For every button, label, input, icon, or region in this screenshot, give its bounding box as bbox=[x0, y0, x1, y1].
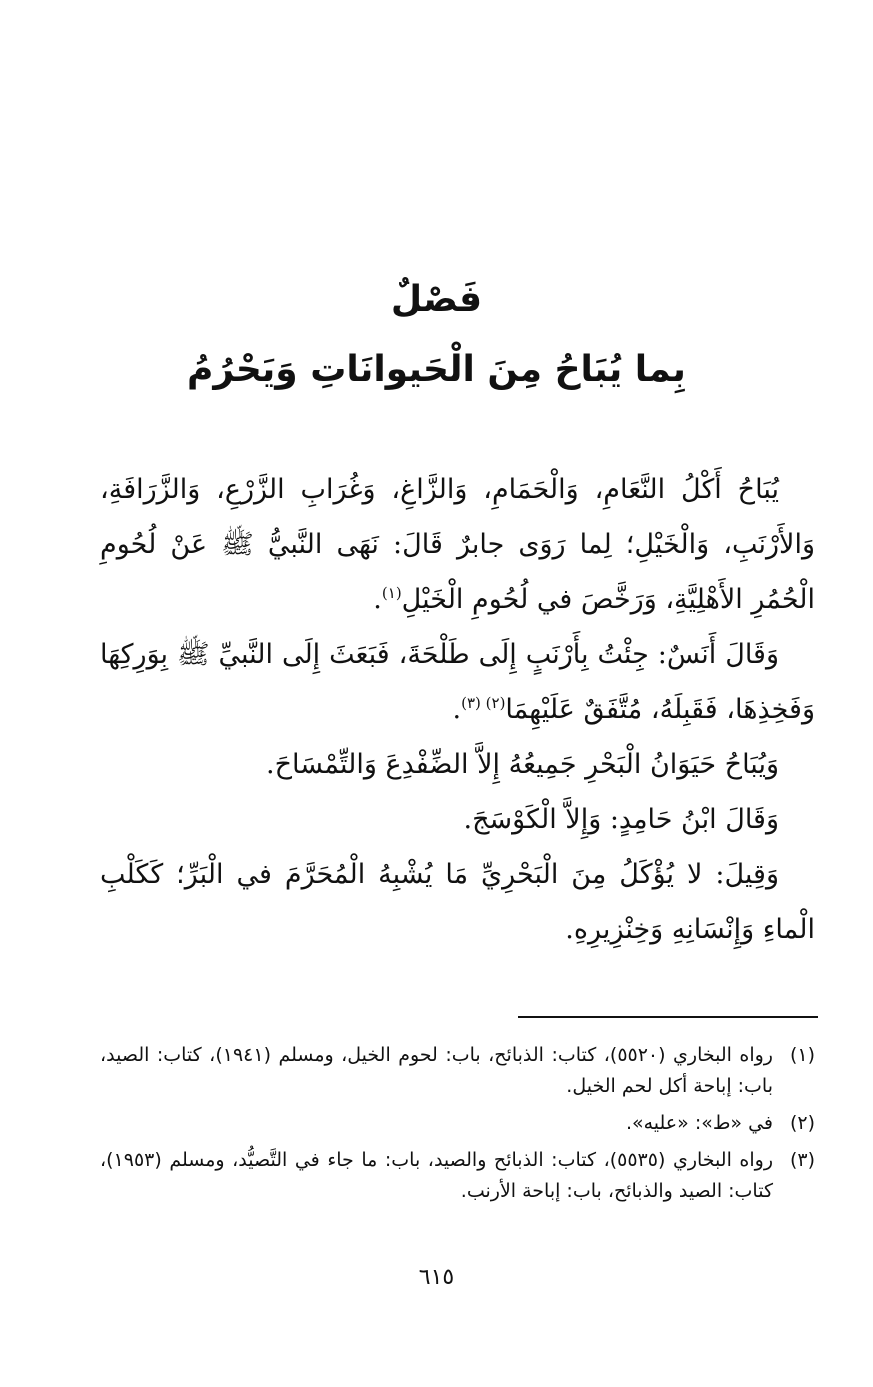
footnote-1-number: (١) bbox=[789, 1044, 815, 1066]
footnote-ref-1: (١) bbox=[381, 584, 402, 602]
paragraph-4-text: وَقَالَ ابْنُ حَامِدٍ: وَإِلاَّ الْكَوْسَجَ. bbox=[463, 804, 779, 835]
paragraph-1-end: . bbox=[373, 584, 382, 615]
paragraph-3-text: وَيُبَاحُ حَيَوَانُ الْبَحْرِ جَمِيعُهُ إِلاَّ الضِّفْدِعَ وَالتِّمْسَاحَ. bbox=[266, 749, 779, 780]
paragraph-5 bbox=[100, 847, 815, 957]
paragraph-2-end: . bbox=[452, 694, 462, 725]
paragraph-3 bbox=[100, 737, 815, 792]
section-title: فَصْلٌ bbox=[390, 279, 483, 320]
section-subtitle: بِما يُبَاحُ مِنَ الْحَيوانَاتِ وَيَحْرُمُ bbox=[187, 349, 686, 390]
footnote-3-number: (٣) bbox=[789, 1149, 815, 1171]
paragraph-2-text: وَقَالَ أَنَسٌ: جِئْتُ بِأَرْنَبٍ إِلَى طَلْحَةَ، فَبَعَثَ إِلَى النَّبيِّ ﷺ بِوَرِكِهَا وَفَخِذِهَا، فَقَبِلَهُ، مُتَّفَقٌ عَلَيْهِمَا bbox=[100, 639, 815, 725]
page-number: ٦١٥ bbox=[418, 1265, 455, 1290]
paragraph-1 bbox=[100, 462, 815, 627]
footnote-ref-2-3: (٢) (٣) bbox=[461, 694, 506, 712]
paragraph-1-text: يُبَاحُ أَكْلُ النَّعَامِ، وَالْحَمَامِ، وَالزَّاغِ، وَغُرَابِ الزَّرْعِ، وَالزَّرَافَةِ، وَالأَرْنَبِ، وَالْخَيْلِ؛ لِما رَوَى جابرٌ قَالَ: نَهَى النَّبيُّ ﷺ عَنْ لُحُومِ الْحُمُرِ الأَهْلِيَّةِ، وَرَخَّصَ في لُحُومِ الْخَيْلِ bbox=[100, 474, 815, 615]
footnote-3 bbox=[100, 1145, 815, 1207]
footnote-3-text: رواه البخاري (٥٥٣٥)، كتاب: الذبائح والصيد، باب: ما جاء في التَّصيُّد، ومسلم (١٩٥٣)، كتاب: الصيد والذبائح، باب: إباحة الأرنب. bbox=[100, 1149, 773, 1202]
footnote-1 bbox=[100, 1040, 815, 1102]
footnote-2 bbox=[100, 1108, 815, 1139]
footnote-2-number: (٢) bbox=[789, 1112, 815, 1134]
footnotes bbox=[100, 1040, 815, 1213]
paragraph-4 bbox=[100, 792, 815, 847]
paragraph-5-text: وَقِيلَ: لا يُؤْكَلُ مِنَ الْبَحْرِيِّ مَا يُشْبِهُ الْمُحَرَّمَ في الْبَرِّ؛ كَكَلْبِ الْماءِ وَإِنْسَانِهِ وَخِنْزِيرِهِ. bbox=[100, 859, 815, 945]
footnote-2-text: في «ط»: «عليه». bbox=[625, 1112, 773, 1134]
paragraph-2 bbox=[100, 627, 815, 737]
main-text bbox=[100, 462, 815, 957]
footnote-1-text: رواه البخاري (٥٥٢٠)، كتاب: الذبائح، باب: لحوم الخيل، ومسلم (١٩٤١)، كتاب: الصيد، باب: إباحة أكل لحم الخيل. bbox=[100, 1044, 773, 1097]
footnote-divider bbox=[518, 1016, 818, 1018]
